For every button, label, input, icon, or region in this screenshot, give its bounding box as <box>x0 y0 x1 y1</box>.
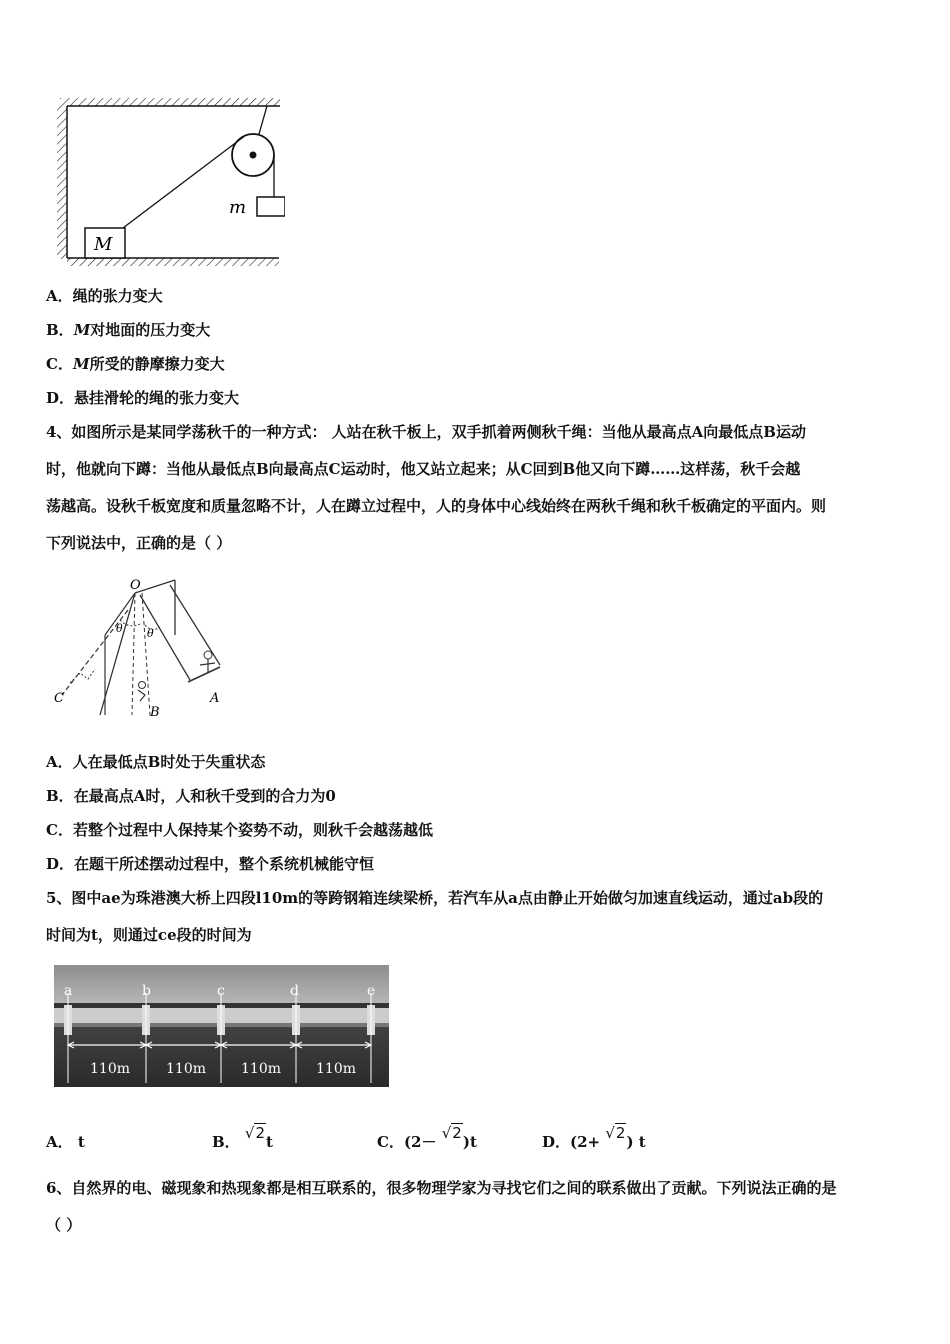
bridge-point-a: a <box>64 983 73 999</box>
sqrt-symbol: √2 <box>244 1124 266 1142</box>
span-label-ab: 110m <box>90 1061 130 1077</box>
mass-label-M: M <box>94 234 113 255</box>
sqrt-symbol: √2 <box>605 1124 626 1142</box>
span-label-cd: 110m <box>241 1061 281 1077</box>
swing-figure <box>50 575 230 720</box>
q3-option-d[interactable]: D．悬挂滑轮的绳的张力变大 <box>46 389 240 407</box>
bridge-point-e: e <box>367 983 376 999</box>
span-label-bc: 110m <box>166 1061 206 1077</box>
q6-stem: 6、自然界的电、磁现象和热现象都是相互联系的，很多物理学家为寻找它们之间的联系做出了贡献。下列说法正确的是 （ ） <box>46 1179 837 1234</box>
q5-option-b[interactable]: B． √2t <box>212 1124 273 1151</box>
q4-option-a[interactable]: A．人在最低点B时处于失重状态 <box>46 753 266 771</box>
bridge-point-c: c <box>217 983 225 999</box>
sqrt-symbol: √2 <box>441 1124 462 1142</box>
q5-option-c[interactable]: C．(2－ √2)t <box>377 1124 477 1151</box>
mass-label-m: m <box>229 197 247 218</box>
q4-option-d[interactable]: D．在题干所述摆动过程中，整个系统机械能守恒 <box>46 855 375 873</box>
span-label-de: 110m <box>316 1061 356 1077</box>
angle-theta-right: θ <box>147 627 154 640</box>
q3-option-c[interactable]: C．M所受的静摩擦力变大 <box>46 355 225 373</box>
q5-option-d[interactable]: D．(2+ √2) t <box>542 1124 646 1151</box>
bridge-point-d: d <box>290 983 299 999</box>
q3-option-b[interactable]: B．M对地面的压力变大 <box>46 321 211 339</box>
q4-option-b[interactable]: B．在最高点A时，人和秋千受到的合力为0 <box>46 787 336 805</box>
angle-theta-left: θ <box>116 622 123 635</box>
pulley-figure <box>55 95 285 270</box>
bridge-photo <box>54 965 389 1087</box>
bridge-point-b: b <box>142 983 151 999</box>
q5-stem: 5、图中ae为珠港澳大桥上四段l10m的等跨钢箱连续梁桥，若汽车从a点由静止开始做匀加速直线运动，通过ab段的 时间为t，则通过ce段的时间为 <box>46 889 824 944</box>
q5-option-a[interactable]: A． t <box>46 1133 85 1151</box>
point-C-label: C <box>54 691 64 706</box>
point-O-label: O <box>130 578 141 593</box>
q4-option-c[interactable]: C．若整个过程中人保持某个姿势不动，则秋千会越荡越低 <box>46 821 433 839</box>
point-A-label: A <box>210 691 220 706</box>
q4-stem: 4、如图所示是某同学荡秋千的一种方式： 人站在秋千板上，双手抓着两侧秋千绳：当他从最高点A向最低点B运动 时，他就向下蹲：当他从最低点B向最高点C运动时，他又站立起来；从C回到B他又向下蹲……这样荡，秋千会越 荡越高。设秋千板宽度和质量忽略不计，人在蹲立过程中，人的身体中心线始终在两秋千绳和秋千板确定的平面内。则 下列说法中，正确的是（ ） <box>46 423 827 552</box>
q3-option-a[interactable]: A．绳的张力变大 <box>46 287 163 305</box>
point-B-label: B <box>150 705 160 720</box>
